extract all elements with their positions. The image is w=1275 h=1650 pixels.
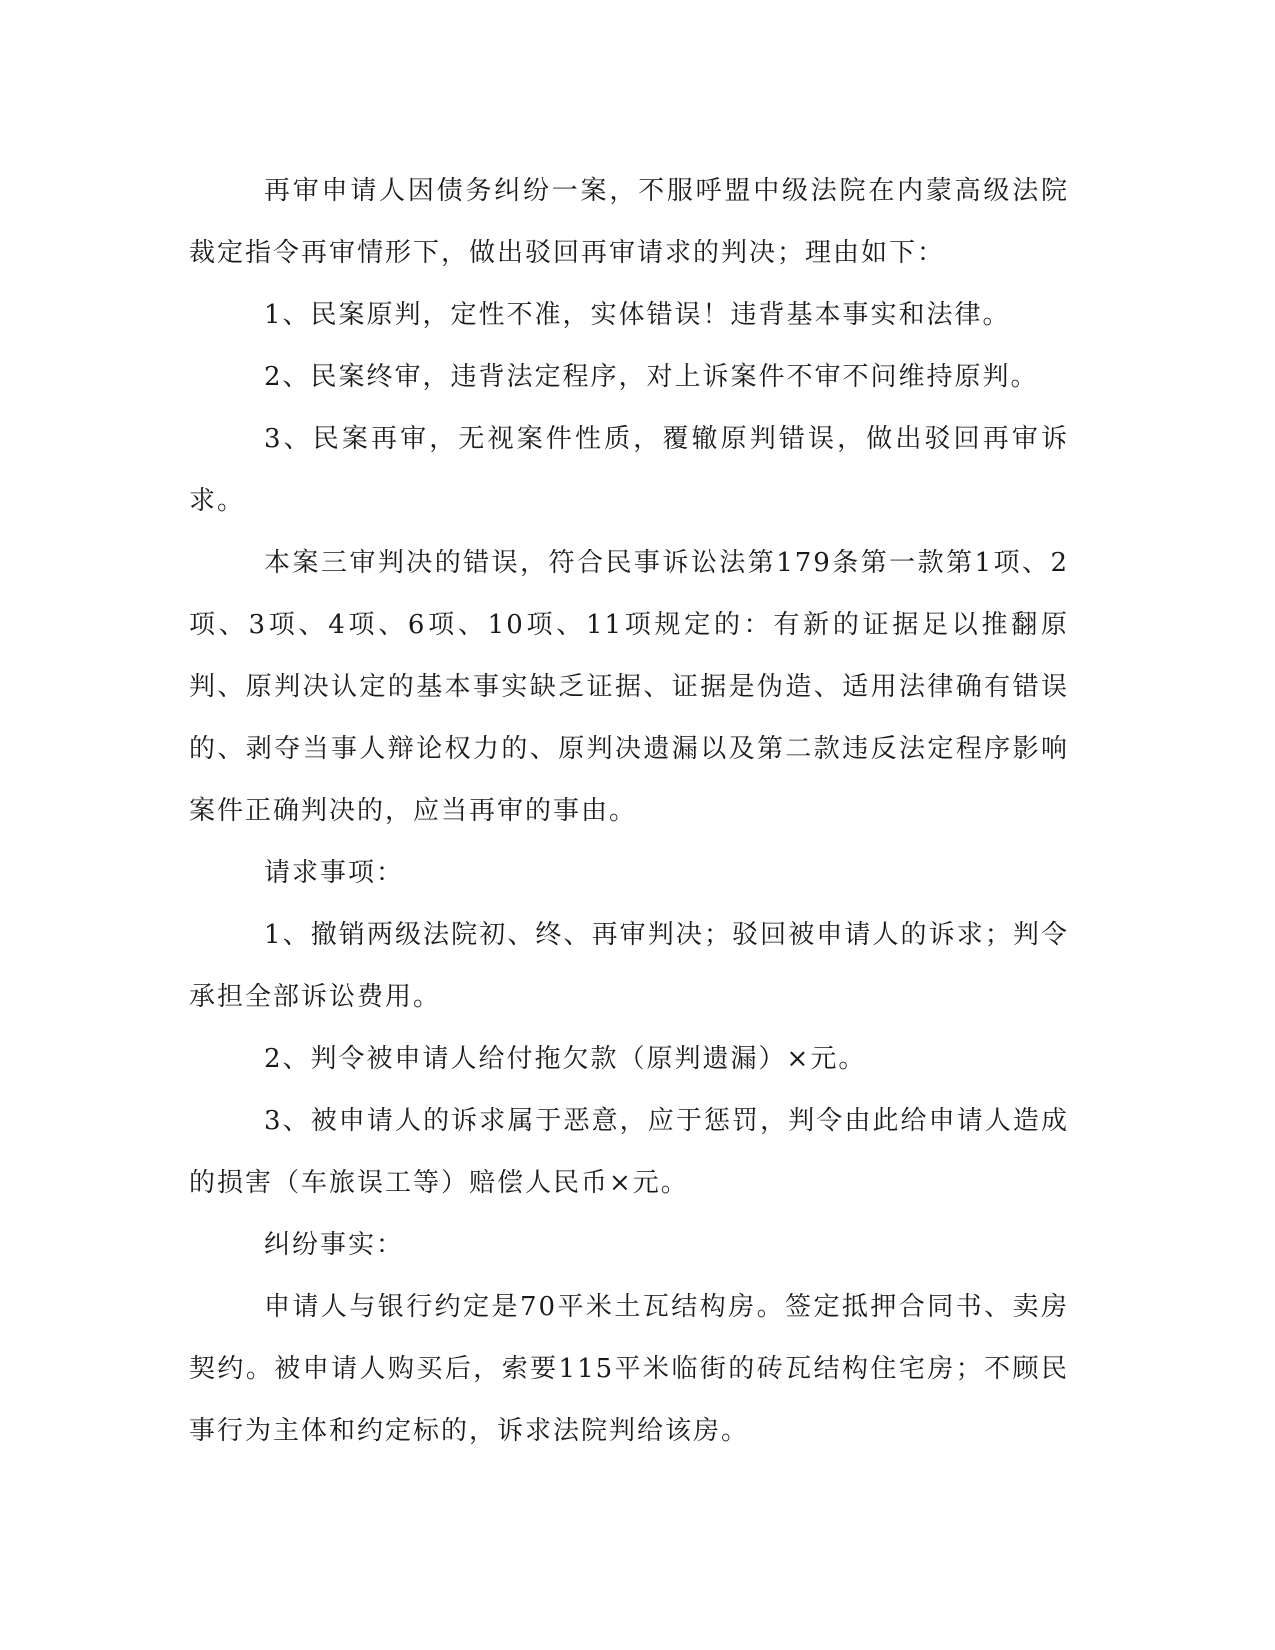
paragraph-claim-2: 2、判令被申请人给付拖欠款（原判遗漏）×元。 [264, 1044, 867, 1074]
paragraph-intro: 再审申请人因债务纠纷一案，不服呼盟中级法院在内蒙高级法院裁定指令再审情形下，做出驳回再审请求的判决；理由如下： [189, 176, 1069, 268]
paragraph-legal-basis: 本案三审判决的错误，符合民事诉讼法第179条第一款第1项、2项、3项、4项、6项、10项、11项规定的：有新的证据足以推翻原判、原判决认定的基本事实缺乏证据、证据是伪造、适用法律确有错误的、剥夺当事人辩论权力的、原判决遗漏以及第二款违反法定程序影响案件正确判决的，应当再审的事由。 [189, 548, 1069, 826]
paragraph-reason-3: 3、民案再审，无视案件性质，覆辙原判错误，做出驳回再审诉求。 [189, 424, 1069, 516]
paragraph-claim-3: 3、被申请人的诉求属于恶意，应于惩罚，判令由此给申请人造成的损害（车旅误工等）赔偿人民币×元。 [189, 1106, 1069, 1198]
paragraph-claim-1: 1、撤销两级法院初、终、再审判决；驳回被申请人的诉求；判令承担全部诉讼费用。 [189, 920, 1069, 1012]
heading-claims: 请求事项： [264, 858, 405, 888]
document-body [189, 160, 1069, 1462]
paragraph-facts: 申请人与银行约定是70平米土瓦结构房。签定抵押合同书、卖房契约。被申请人购买后，索要115平米临街的砖瓦结构住宅房；不顾民事行为主体和约定标的，诉求法院判给该房。 [189, 1292, 1069, 1446]
heading-facts: 纠纷事实： [264, 1230, 405, 1260]
paragraph-reason-1: 1、民案原判，定性不准，实体错误！违背基本事实和法律。 [264, 300, 1011, 330]
paragraph-reason-2: 2、民案终审，违背法定程序，对上诉案件不审不问维持原判。 [264, 362, 1039, 392]
